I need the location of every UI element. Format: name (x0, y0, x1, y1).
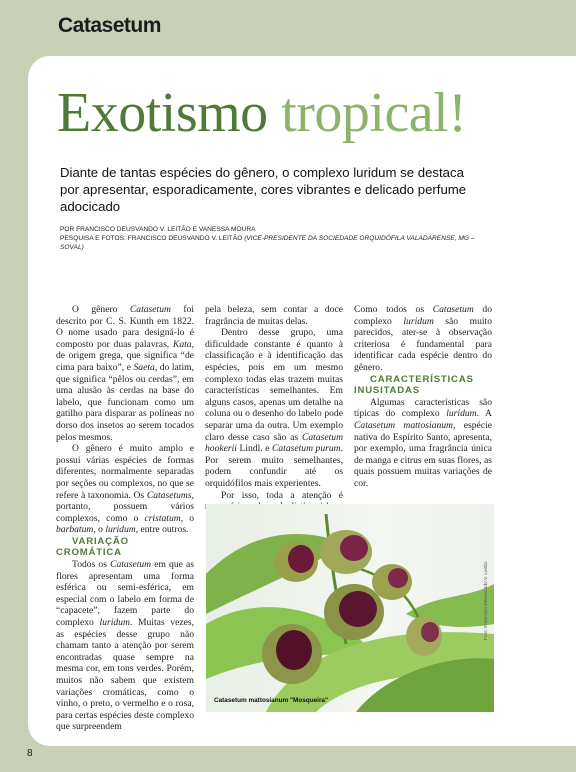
body-paragraph: Como todos os Catasetum do complexo luridum são muito parecidos, ater-se à observação criteriosa é fundamental para identificar cada espécie dentro do gênero. (354, 304, 492, 373)
orchid-flower (388, 568, 408, 588)
credits-research (60, 234, 500, 252)
orchid-flower (339, 591, 377, 627)
body-paragraph: Algumas características são típicas do complexo luridum. A Catasetum mattosianum, espécie nativa do Espírito Santo, apresenta, por exemplo, uma fragrância única de manga e citrus em suas flores, as quais possuem muitas variações de cor. (354, 396, 493, 489)
orchid-illustration (206, 504, 494, 712)
text-column-1 (56, 304, 194, 733)
orchid-photo (206, 504, 494, 712)
text-column-3 (354, 304, 492, 490)
lead-paragraph: Diante de tantas espécies do gênero, o complexo luridum se destaca por apresentar, esporadicamente, cores vibrantes e delicado perfume adocicado (60, 165, 467, 214)
photo-caption: Catasetum mattosianum "Mosqueira" (214, 697, 329, 704)
subhead-variacao: VARIAÇÃO CROMÁTICA (56, 535, 129, 559)
article-title (57, 78, 466, 148)
credits-authors: POR FRANCISCO DEUSVANDO V. LEITÃO E VANESSA MOURA (60, 226, 256, 233)
title-part-2: tropical! (281, 82, 467, 144)
section-label: Catasetum (58, 14, 161, 37)
credits-research-note: (VICE-PRESIDENTE DA SOCIEDADE ORQUIDÓFILA VALADARENSE, MG – SOVAL) (60, 235, 475, 251)
body-paragraph: O gênero Catasetum foi descrito por C. S. Kunth em 1822. O nome usado para designá-lo é composto por duas palavras, Kata, de origem grega, que significa “de cima para baixo”, e Saeta, do latim, que significa “pêlos ou cerdas”, em uma alusão às cerdas na base do labelo, que funcionam como um gatilho para disparar as políneas no dorso dos insetos ao serem tocados pelos mesmos. (56, 304, 194, 443)
subhead-caracteristicas: CARACTERÍSTICAS INUSITADAS (354, 373, 474, 397)
orchid-flower (276, 630, 312, 670)
title-part-1: Exotismo (57, 82, 268, 144)
body-paragraph: O gênero é muito amplo e possui várias espécies de formas diferentes, normalmente separadas por seções ou complexos, no que se refere à taxonomia. Os Catasetums, portanto, possuem vários complexos, como o cristatum, o barbatum, o luridum, entre outros. (56, 443, 194, 536)
credits-research-text: PESQUISA E FOTOS: FRANCISCO DEUSVANDO V. LEITÃO (60, 235, 243, 242)
orchid-flower (288, 545, 314, 573)
credits (60, 225, 500, 252)
text-column-2 (205, 304, 343, 513)
body-paragraph: Por isso, toda a atenção é (221, 489, 343, 501)
body-paragraph: pela beleza, sem contar a doce fragrância de muitas delas. (205, 304, 343, 327)
orchid-flower (340, 535, 368, 561)
orchid-flower (421, 622, 439, 642)
page-number: 8 (27, 748, 33, 759)
photo-credit: Foto: Francisco Deusvando V. Leitão (484, 561, 489, 640)
body-paragraph: Todos os Catasetum em que as flores apresentam uma forma esférica ou semi-esférica, em especial com o labelo em forma de “capacete”, fazem parte do complexo luridum. Muitas vezes, as espécies desse grupo não chamam tanto a atenção por serem encontradas quase sempre na mesma cor, em tons verdes. Porém, muitos não sabem que existem variações cromáticas, como o vinho, o preto, o vermelho e o rosa, para certas espécies deste complexo que surpreendem (56, 559, 194, 733)
body-paragraph: Dentro desse grupo, uma dificuldade constante é quanto à classificação e à identificação das espécies, pois em um mesmo complexo todas elas trazem muitas características semelhantes. Em alguns casos, apenas um detalhe na coluna ou o desenho do labelo pode separar uma da outra. Um exemplo claro desse caso são as Catasetum hookerii Lindl. e Catasetum purum. Por serem muito semelhantes, podem confundir até os orquidófilos mais experientes. (205, 327, 343, 489)
